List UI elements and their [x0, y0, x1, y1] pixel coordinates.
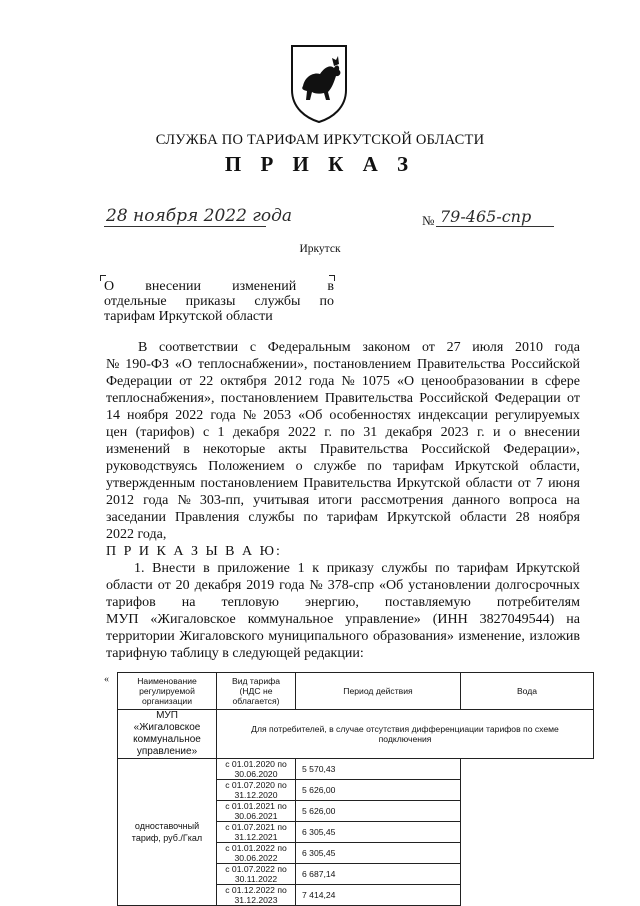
body-line	[106, 475, 580, 492]
word: по	[367, 459, 382, 474]
word: в	[531, 374, 538, 389]
word: Положением	[208, 459, 285, 474]
word: службы	[248, 510, 295, 525]
body-line	[106, 339, 580, 356]
order-word: П Р И К А З Ы В А Ю:	[106, 544, 282, 559]
word: особенностях	[329, 408, 412, 423]
word: Иркутской	[387, 510, 451, 525]
word: управление»	[345, 612, 421, 627]
word: изложив	[529, 629, 580, 644]
word: изменений	[232, 279, 297, 294]
word: по	[340, 425, 355, 440]
cell-period: с 01.01.2020 по 30.06.2020	[217, 759, 296, 780]
body-line	[106, 356, 580, 373]
table-quote-mark: «	[104, 674, 109, 685]
word: 2019	[246, 578, 275, 593]
word: 190-ФЗ	[125, 357, 169, 372]
word: теплоснабжении»,	[197, 357, 308, 372]
word: Федерации	[106, 374, 173, 389]
word: октября	[220, 374, 267, 389]
word: от	[567, 391, 580, 406]
word: соответствии	[159, 340, 239, 355]
body-line	[106, 577, 580, 594]
cell-period: с 01.07.2021 по 31.12.2021	[217, 822, 296, 843]
word: на	[566, 612, 580, 627]
word: Федерации	[494, 391, 561, 406]
word: Иркутской	[396, 476, 461, 491]
word: Российской	[419, 391, 489, 406]
word: территории	[106, 629, 175, 644]
word: рассмотрения	[361, 493, 444, 508]
word: 14	[106, 408, 120, 423]
word: сфере	[545, 374, 580, 389]
word: 2022	[287, 425, 316, 440]
subject-line-1	[104, 279, 334, 294]
cell-value: 6 305,45	[296, 843, 461, 864]
preamble-last-text: 2022 года,	[106, 527, 167, 542]
word: ноября	[538, 510, 580, 525]
word: тарифам	[457, 561, 509, 576]
word: вопроса	[509, 493, 558, 508]
organization-name: СЛУЖБА ПО ТАРИФАМ ИРКУТСКОЙ ОБЛАСТИ	[155, 132, 485, 148]
body-line	[106, 611, 580, 628]
word: Российской	[510, 357, 580, 372]
word: Российской	[421, 442, 491, 457]
body-line	[106, 594, 580, 611]
word: изменение,	[458, 629, 525, 644]
body-line	[106, 441, 580, 458]
word: №	[177, 493, 191, 508]
word: 2022	[175, 408, 204, 423]
word: отдельные	[104, 294, 167, 309]
word: 2053	[263, 408, 292, 423]
word: долгосрочных	[495, 578, 580, 593]
word: акты	[278, 442, 307, 457]
table-subheader-row	[118, 710, 594, 759]
word: с	[249, 340, 257, 355]
body-line	[106, 628, 580, 645]
word: постановлением	[220, 391, 319, 406]
word: 1	[297, 561, 305, 576]
word: от	[179, 374, 193, 389]
word: внесении	[524, 425, 580, 440]
header-period: Период действия	[296, 673, 461, 710]
cell-value: 7 414,24	[296, 885, 461, 906]
preamble-paragraph	[106, 339, 580, 526]
word: от	[517, 476, 531, 491]
word: Иркутской	[516, 561, 580, 576]
cell-organization: МУП «Жигаловское коммунальное управление»	[118, 710, 217, 759]
word: коммунальное	[247, 612, 334, 627]
word: с	[202, 425, 210, 440]
word: тарифам	[392, 459, 444, 474]
body-line	[106, 492, 580, 509]
word: «О	[174, 357, 193, 372]
word: приложение	[217, 561, 290, 576]
preamble-last-line	[106, 526, 580, 543]
word: «О	[396, 374, 415, 389]
word: в	[183, 442, 190, 457]
word: 378-спр	[327, 578, 375, 593]
word: июля	[472, 340, 504, 355]
word: (ИНН	[432, 612, 468, 627]
word: некоторые	[203, 442, 266, 457]
word: утвержденным	[106, 476, 196, 491]
word: Внести	[152, 561, 196, 576]
word: декабря	[194, 578, 242, 593]
word: потребителям	[496, 595, 580, 610]
body-line	[106, 390, 580, 407]
word: данного	[452, 493, 501, 508]
word: от	[157, 578, 171, 593]
word: МУП	[106, 612, 139, 627]
word: тарифам	[326, 510, 379, 525]
word: постановлением	[313, 357, 412, 372]
word: приказы	[185, 294, 236, 309]
word: области	[465, 476, 513, 491]
cell-subheader: Для потребителей, в случае отсутствия дифференциации тарифов по схеме подключения	[217, 710, 594, 759]
word: энергию,	[304, 595, 359, 610]
cell-period: с 01.01.2021 по 30.06.2021	[217, 801, 296, 822]
word: постановлением	[200, 476, 299, 491]
word: тарифов	[106, 595, 156, 610]
order-last-text: тарифную таблицу в следующей редакции:	[106, 646, 364, 661]
word: Правительства	[303, 476, 392, 491]
word: приказу	[326, 561, 374, 576]
cell-value: 5 626,00	[296, 801, 461, 822]
word: области	[459, 510, 507, 525]
body-line	[106, 458, 580, 475]
word: июня	[548, 476, 580, 491]
word: ноября	[127, 408, 169, 423]
word: Правительства	[416, 357, 506, 372]
document-subject	[104, 279, 334, 324]
number-label: №	[422, 213, 435, 228]
coat-of-arms-emblem	[288, 42, 350, 124]
word: итоги	[318, 493, 352, 508]
body-line	[106, 560, 580, 577]
word: г.	[324, 425, 332, 440]
word: поставляемую	[384, 595, 471, 610]
word: О	[104, 279, 115, 294]
word: ценообразовании	[421, 374, 525, 389]
word: 22	[199, 374, 214, 389]
word: №	[242, 408, 257, 423]
table-row	[118, 759, 594, 780]
cell-tariff-type: одноставочный тариф, руб./Гкал	[118, 759, 217, 906]
cell-period: с 01.12.2022 по 31.12.2023	[217, 885, 296, 906]
word: о	[295, 459, 303, 474]
word: службе	[313, 459, 357, 474]
cell-period: с 01.07.2022 по 30.11.2022	[217, 864, 296, 885]
word: внесении	[145, 279, 201, 294]
body-line	[106, 424, 580, 441]
word: 1	[217, 425, 225, 440]
word: теплоснабжения»,	[106, 391, 215, 406]
word: 2012	[273, 374, 302, 389]
cell-value: 5 626,00	[296, 780, 461, 801]
table-header-row	[118, 673, 594, 710]
word: цен	[106, 425, 128, 440]
subject-line-2	[104, 294, 334, 309]
order-paragraph	[106, 560, 580, 645]
word: 3827049544)	[479, 612, 555, 627]
word: Федеральным	[267, 340, 351, 355]
word: декабря	[385, 425, 433, 440]
word: года	[210, 408, 236, 423]
word: В	[138, 340, 148, 355]
word: 7	[535, 476, 543, 491]
word: и	[493, 425, 501, 440]
word: по	[319, 294, 334, 309]
word: №	[106, 357, 120, 372]
word: Федерации»,	[503, 442, 580, 457]
word: г.	[476, 425, 485, 440]
cell-value: 6 687,14	[296, 864, 461, 885]
word: о	[508, 425, 516, 440]
word: Правительства	[319, 442, 408, 457]
word: по	[303, 510, 318, 525]
subject-line-3: тарифам Иркутской области	[104, 309, 273, 324]
cell-value: 6 305,45	[296, 822, 461, 843]
word: Иркутской	[454, 459, 519, 474]
order-last-line	[106, 645, 580, 662]
word: Правления	[174, 510, 240, 525]
tariff-table	[117, 672, 594, 906]
word: области,	[529, 459, 580, 474]
header-water: Вода	[461, 673, 594, 710]
date-underline	[104, 226, 266, 227]
word: «Жигаловское	[150, 612, 236, 627]
word: Правительства	[324, 391, 413, 406]
word: индексации	[418, 408, 488, 423]
header-organization: Наименование регулируемой организации	[118, 673, 217, 710]
cell-period: с 01.07.2020 по 31.12.2020	[217, 780, 296, 801]
word: образования»	[373, 629, 454, 644]
word: установлении	[408, 578, 491, 593]
body-line	[106, 509, 580, 526]
word: года	[279, 578, 305, 593]
word: 2012	[106, 493, 134, 508]
word: области	[106, 578, 153, 593]
city: Иркутск	[299, 243, 341, 255]
word: 1075	[361, 374, 390, 389]
document-title: П Р И К А З	[224, 152, 416, 176]
word: 28	[515, 510, 530, 525]
word: 2010	[514, 340, 543, 355]
word: по	[435, 561, 450, 576]
word: на	[181, 595, 196, 610]
word: 1.	[134, 561, 145, 576]
word: изменений	[106, 442, 171, 457]
word: в	[327, 279, 334, 294]
word: в	[203, 561, 210, 576]
word: (тарифов)	[135, 425, 195, 440]
document-number: 79-465-спр	[440, 207, 532, 226]
word: службы	[381, 561, 428, 576]
number-underline	[436, 226, 554, 227]
body-line	[106, 407, 580, 424]
word: года	[309, 374, 335, 389]
word: на	[566, 493, 580, 508]
word: «Об	[379, 578, 404, 593]
word: года	[554, 340, 580, 355]
word: «Об	[298, 408, 323, 423]
word: года	[143, 493, 169, 508]
word: Жигаловского	[179, 629, 264, 644]
header-tariff-type: Вид тарифа (НДС не облагается)	[217, 673, 296, 710]
word: №	[309, 578, 323, 593]
word: заседании	[106, 510, 166, 525]
word: 20	[175, 578, 190, 593]
word: законом	[362, 340, 411, 355]
word: 27	[446, 340, 461, 355]
word: к	[312, 561, 320, 576]
word: 303-пп,	[199, 493, 245, 508]
word: 31	[363, 425, 378, 440]
word: от	[421, 340, 435, 355]
cell-period: с 01.01.2022 по 30.06.2022	[217, 843, 296, 864]
word: учитывая	[253, 493, 310, 508]
word: службы	[254, 294, 301, 309]
body-line	[106, 373, 580, 390]
word: руководствуясь	[106, 459, 198, 474]
document-date: 28 ноября 2022 года	[106, 206, 293, 226]
word: №	[341, 374, 355, 389]
word: муниципального	[268, 629, 369, 644]
word: 2023	[440, 425, 469, 440]
word: тепловую	[221, 595, 279, 610]
cell-value: 5 570,43	[296, 759, 461, 780]
word: декабря	[232, 425, 280, 440]
word: регулируемых	[494, 408, 580, 423]
